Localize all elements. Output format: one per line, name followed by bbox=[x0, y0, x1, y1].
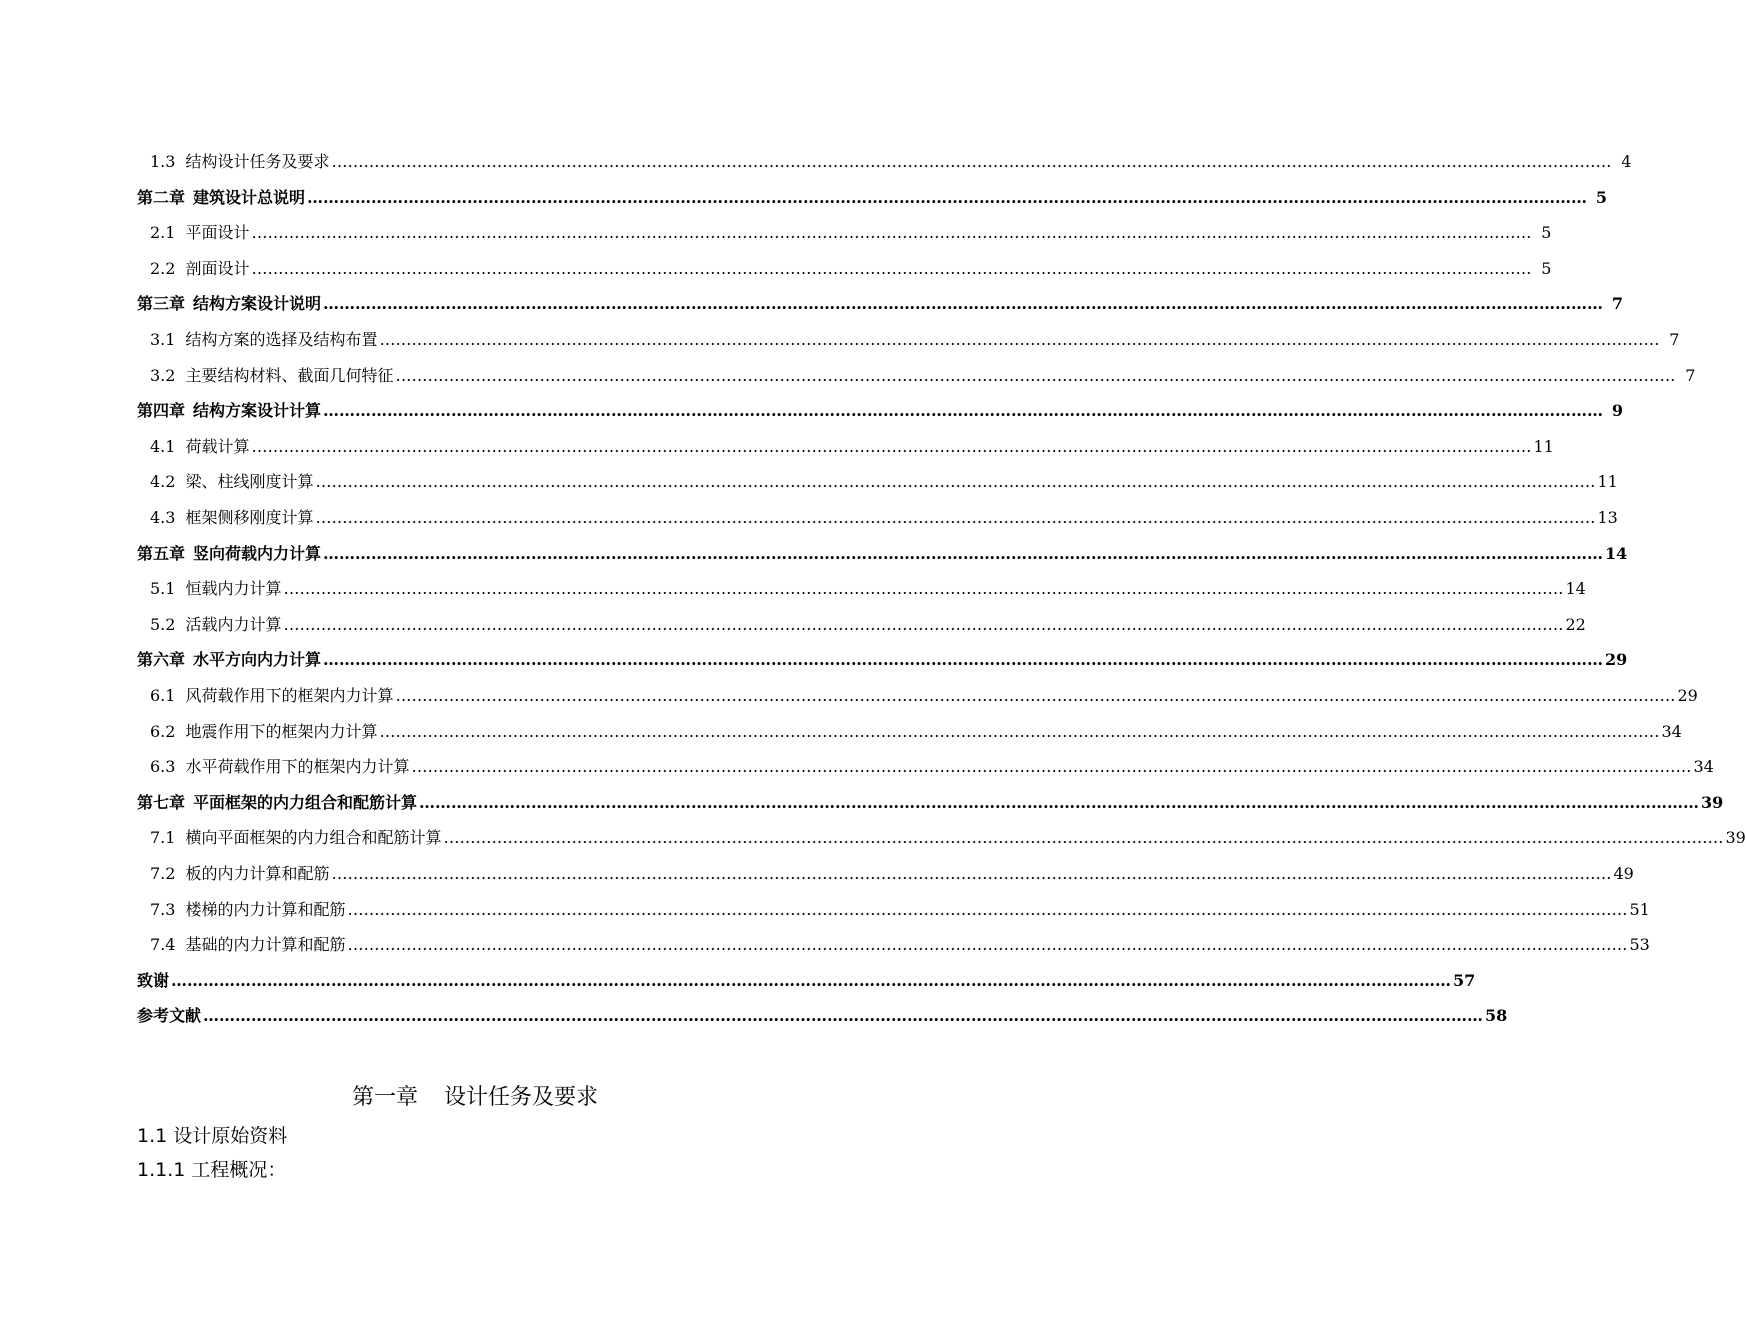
toc-dot-leader: …………………………………………………………………………………………………………………………………………………………………………………………………………………… bbox=[171, 971, 1452, 990]
toc-entry[interactable] bbox=[137, 966, 1476, 992]
toc-entry-title: 基础的内力计算和配筋 bbox=[185, 935, 346, 954]
toc-entry-number: 4.3 bbox=[150, 508, 176, 527]
toc-entry-number: 第二章 bbox=[137, 188, 186, 207]
toc-entry[interactable] bbox=[150, 610, 1586, 636]
toc-entry[interactable] bbox=[150, 717, 1682, 743]
toc-entry[interactable] bbox=[137, 788, 1724, 814]
toc-entry[interactable] bbox=[137, 539, 1628, 565]
toc-entry-page: 57 bbox=[1453, 971, 1476, 990]
toc-entry-page: 11 bbox=[1597, 472, 1618, 491]
toc-entry-number: 第七章 bbox=[137, 793, 186, 812]
toc-entry[interactable] bbox=[150, 823, 1746, 849]
toc-entry-title: 主要结构材料、截面几何特征 bbox=[185, 366, 394, 385]
toc-dot-leader: …………………………………………………………………………………………………………………………………………………………………………………………………………………… bbox=[251, 259, 1532, 278]
toc-entry-page: 7 bbox=[1685, 366, 1696, 385]
chapter-heading-number: 第一章 bbox=[351, 1085, 418, 1110]
toc-entry-title: 建筑设计总说明 bbox=[193, 188, 306, 207]
toc-entry-number: 3.2 bbox=[150, 366, 176, 385]
toc-entry-page: 5 bbox=[1541, 223, 1552, 242]
toc-entry[interactable] bbox=[150, 574, 1586, 600]
toc-entry-number: 2.1 bbox=[150, 223, 176, 242]
toc-entry-number: 7.2 bbox=[150, 864, 176, 883]
toc-entry[interactable] bbox=[150, 432, 1554, 458]
toc-entry-page: 7 bbox=[1611, 294, 1624, 313]
toc-entry-page: 5 bbox=[1595, 188, 1608, 207]
toc-dot-leader: …………………………………………………………………………………………………………………………………………………………………………………………………………………… bbox=[315, 508, 1596, 527]
toc-entry[interactable] bbox=[150, 859, 1634, 885]
toc-dot-leader: …………………………………………………………………………………………………………………………………………………………………………………………………………………… bbox=[203, 1006, 1484, 1025]
toc-entry[interactable] bbox=[137, 183, 1608, 209]
toc-entry-title: 框架侧移刚度计算 bbox=[185, 508, 314, 527]
toc-dot-leader: …………………………………………………………………………………………………………………………………………………………………………………………………………………… bbox=[251, 437, 1532, 456]
toc-entry-title: 结构方案设计计算 bbox=[193, 401, 322, 420]
toc-entry-title: 恒载内力计算 bbox=[185, 579, 282, 598]
toc-dot-leader: …………………………………………………………………………………………………………………………………………………………………………………………………………………… bbox=[419, 793, 1700, 812]
toc-entry-title: 水平荷载作用下的框架内力计算 bbox=[185, 757, 410, 776]
toc-entry-number: 第六章 bbox=[137, 650, 186, 669]
toc-entry-number: 7.3 bbox=[150, 900, 176, 919]
toc-dot-leader: …………………………………………………………………………………………………………………………………………………………………………………………………………………… bbox=[323, 544, 1604, 563]
toc-entry-page: 29 bbox=[1605, 650, 1628, 669]
toc-dot-leader: …………………………………………………………………………………………………………………………………………………………………………………………………………………… bbox=[331, 864, 1612, 883]
toc-entry-title: 结构方案设计说明 bbox=[193, 294, 322, 313]
toc-entry-page: 34 bbox=[1693, 757, 1714, 776]
toc-dot-leader: …………………………………………………………………………………………………………………………………………………………………………………………………………………… bbox=[347, 935, 1628, 954]
toc-dot-leader: …………………………………………………………………………………………………………………………………………………………………………………………………………………… bbox=[379, 330, 1660, 349]
toc-entry-page: 49 bbox=[1613, 864, 1634, 883]
toc-entry[interactable] bbox=[137, 645, 1628, 671]
toc-dot-leader: …………………………………………………………………………………………………………………………………………………………………………………………………………………… bbox=[347, 900, 1628, 919]
toc-entry[interactable] bbox=[150, 147, 1632, 173]
toc-entry-page: 4 bbox=[1621, 152, 1632, 171]
toc-entry-number: 4.1 bbox=[150, 437, 176, 456]
toc-entry-page: 53 bbox=[1629, 935, 1650, 954]
toc-entry-page: 22 bbox=[1565, 615, 1586, 634]
toc-entry-title: 剖面设计 bbox=[185, 259, 250, 278]
toc-entry-number: 7.4 bbox=[150, 935, 176, 954]
toc-entry-number: 7.1 bbox=[150, 828, 176, 847]
toc-entry-number: 6.2 bbox=[150, 722, 176, 741]
toc-entry[interactable] bbox=[150, 503, 1618, 529]
toc-entry-title: 活载内力计算 bbox=[185, 615, 282, 634]
toc-entry-page: 58 bbox=[1485, 1006, 1508, 1025]
toc-entry-page: 14 bbox=[1605, 544, 1628, 563]
toc-dot-leader: …………………………………………………………………………………………………………………………………………………………………………………………………………………… bbox=[307, 188, 1588, 207]
toc-entry-number: 1.3 bbox=[150, 152, 176, 171]
toc-entry-number: 5.1 bbox=[150, 579, 176, 598]
toc-dot-leader: …………………………………………………………………………………………………………………………………………………………………………………………………………………… bbox=[283, 579, 1564, 598]
toc-entry-title: 风荷载作用下的框架内力计算 bbox=[185, 686, 394, 705]
toc-entry-title: 结构方案的选择及结构布置 bbox=[185, 330, 378, 349]
toc-entry-title: 荷载计算 bbox=[185, 437, 250, 456]
toc-entry[interactable] bbox=[150, 467, 1618, 493]
toc-entry[interactable] bbox=[150, 218, 1552, 244]
toc-entry[interactable] bbox=[150, 254, 1552, 280]
toc-entry[interactable] bbox=[150, 325, 1680, 351]
toc-entry-page: 39 bbox=[1701, 793, 1724, 812]
toc-dot-leader: …………………………………………………………………………………………………………………………………………………………………………………………………………………… bbox=[323, 650, 1604, 669]
toc-entry-number: 4.2 bbox=[150, 472, 176, 491]
toc-dot-leader: …………………………………………………………………………………………………………………………………………………………………………………………………………………… bbox=[331, 152, 1612, 171]
toc-entry-number: 6.1 bbox=[150, 686, 176, 705]
toc-entry-number: 2.2 bbox=[150, 259, 176, 278]
toc-entry-page: 34 bbox=[1661, 722, 1682, 741]
toc-entry-title: 板的内力计算和配筋 bbox=[185, 864, 330, 883]
toc-dot-leader: …………………………………………………………………………………………………………………………………………………………………………………………………………………… bbox=[315, 472, 1596, 491]
toc-entry[interactable] bbox=[150, 930, 1650, 956]
toc-entry[interactable] bbox=[137, 1001, 1508, 1027]
toc-entry-number: 6.3 bbox=[150, 757, 176, 776]
toc-dot-leader: …………………………………………………………………………………………………………………………………………………………………………………………………………………… bbox=[251, 223, 1532, 242]
toc-entry-number: 第五章 bbox=[137, 544, 186, 563]
toc-entry-title: 平面设计 bbox=[185, 223, 250, 242]
toc-entry[interactable] bbox=[150, 895, 1650, 921]
toc-entry-page: 7 bbox=[1669, 330, 1680, 349]
toc-dot-leader: …………………………………………………………………………………………………………………………………………………………………………………………………………………… bbox=[443, 828, 1724, 847]
toc-entry-page: 5 bbox=[1541, 259, 1552, 278]
toc-entry[interactable] bbox=[137, 289, 1624, 315]
chapter-heading-title: 设计任务及要求 bbox=[444, 1085, 599, 1110]
toc-entry-title: 横向平面框架的内力组合和配筋计算 bbox=[185, 828, 442, 847]
toc-dot-leader: …………………………………………………………………………………………………………………………………………………………………………………………………………………… bbox=[283, 615, 1564, 634]
toc-entry-page: 51 bbox=[1629, 900, 1650, 919]
toc-entry-number: 第四章 bbox=[137, 401, 186, 420]
toc-entry[interactable] bbox=[137, 396, 1624, 422]
toc-dot-leader: …………………………………………………………………………………………………………………………………………………………………………………………………………………… bbox=[395, 686, 1676, 705]
chapter-heading bbox=[0, 1083, 950, 1113]
toc-entry-page: 39 bbox=[1725, 828, 1746, 847]
toc-entry-page: 13 bbox=[1597, 508, 1618, 527]
toc-entry[interactable] bbox=[150, 752, 1714, 778]
toc-entry-page: 29 bbox=[1677, 686, 1698, 705]
toc-entry[interactable] bbox=[150, 361, 1696, 387]
section-heading: 1.1 设计原始资料 bbox=[137, 1125, 288, 1147]
toc-dot-leader: …………………………………………………………………………………………………………………………………………………………………………………………………………………… bbox=[323, 401, 1604, 420]
toc-entry-number: 5.2 bbox=[150, 615, 176, 634]
toc-entry-title: 楼梯的内力计算和配筋 bbox=[185, 900, 346, 919]
toc-dot-leader: …………………………………………………………………………………………………………………………………………………………………………………………………………………… bbox=[411, 757, 1692, 776]
toc-entry-title: 地震作用下的框架内力计算 bbox=[185, 722, 378, 741]
toc-entry-title: 竖向荷载内力计算 bbox=[193, 544, 322, 563]
toc-dot-leader: …………………………………………………………………………………………………………………………………………………………………………………………………………………… bbox=[323, 294, 1604, 313]
toc-entry-page: 11 bbox=[1533, 437, 1554, 456]
toc-entry[interactable] bbox=[150, 681, 1698, 707]
toc-entry-title: 结构设计任务及要求 bbox=[185, 152, 330, 171]
toc-entry-title: 平面框架的内力组合和配筋计算 bbox=[193, 793, 418, 812]
toc-entry-number: 第三章 bbox=[137, 294, 186, 313]
toc-entry-title: 水平方向内力计算 bbox=[193, 650, 322, 669]
toc-entry-number: 3.1 bbox=[150, 330, 176, 349]
toc-entry-title: 参考文献 bbox=[137, 1006, 202, 1025]
subsection-heading: 1.1.1 工程概况： bbox=[137, 1159, 287, 1181]
toc-dot-leader: …………………………………………………………………………………………………………………………………………………………………………………………………………………… bbox=[379, 722, 1660, 741]
toc-entry-page: 9 bbox=[1611, 401, 1624, 420]
toc-entry-page: 14 bbox=[1565, 579, 1586, 598]
toc-entry-title: 致谢 bbox=[137, 971, 170, 990]
toc-dot-leader: …………………………………………………………………………………………………………………………………………………………………………………………………………………… bbox=[395, 366, 1676, 385]
toc-entry-title: 梁、柱线刚度计算 bbox=[185, 472, 314, 491]
